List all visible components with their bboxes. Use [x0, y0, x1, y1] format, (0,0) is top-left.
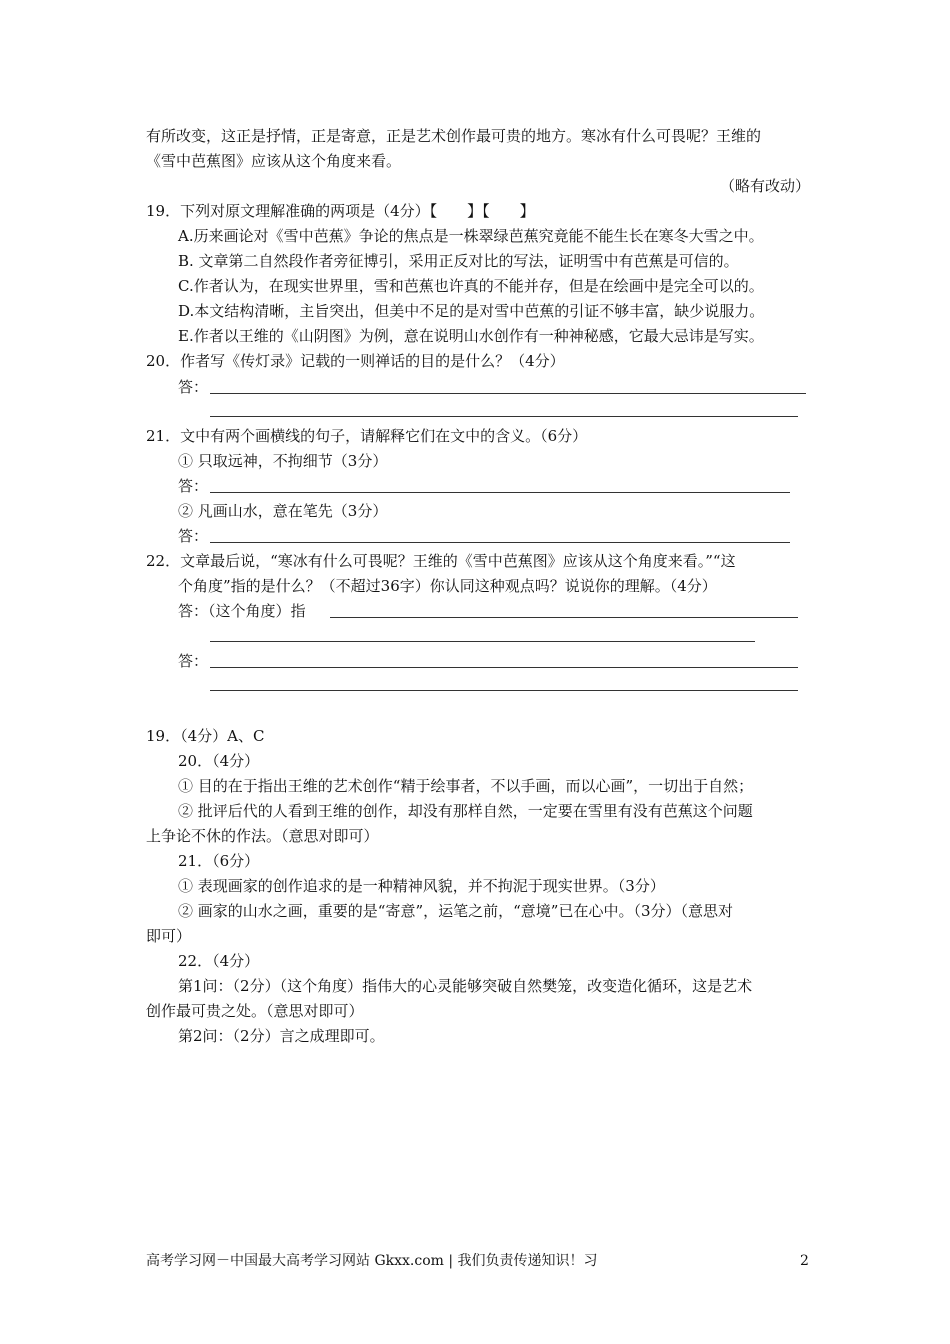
answer-20-heading: 20．（4分） — [178, 752, 260, 770]
answer-21-heading: 21．（6分） — [178, 852, 260, 870]
answer-22-part-1: 第1问：（2分）（这个角度）指伟大的心灵能够突破自然樊笼，改变造化循环，这是艺术 — [178, 977, 753, 995]
answer-21-point-1: ① 表现画家的创作追求的是一种精神风貌，并不拘泥于现实世界。（3分） — [178, 877, 665, 895]
answer-line[interactable] — [330, 617, 798, 618]
question-22-stem: 个角度”指的是什么？（不超过36字）你认同这种观点吗？说说你的理解。（4分） — [178, 577, 717, 595]
question-20-stem: 20．作者写《传灯录》记载的一则禅话的目的是什么？（4分） — [146, 352, 565, 370]
answer-label: 答： — [178, 527, 209, 545]
option-e: E.作者以王维的《山阴图》为例，意在说明山水创作有一种神秘感，它最大忌讳是写实。 — [178, 327, 764, 345]
passage-line: 有所改变，这正是抒情，正是寄意，正是艺术创作最可贵的地方。寒冰有什么可畏呢？王维的 — [146, 127, 762, 145]
answer-line[interactable] — [210, 393, 806, 394]
answer-label: 答： — [178, 477, 209, 495]
answer-line[interactable] — [210, 667, 798, 668]
question-19-stem: 19．下列对原文理解准确的两项是（4分）【 】【 】 — [146, 202, 535, 220]
answer-label: 答： — [178, 652, 209, 670]
question-21-stem: 21．文中有两个画横线的句子，请解释它们在文中的含义。（6分） — [146, 427, 588, 445]
answer-22-part-2: 第2问：（2分）言之成理即可。 — [178, 1027, 385, 1045]
answer-line[interactable] — [210, 416, 798, 417]
page-number: 2 — [800, 1253, 809, 1269]
passage-line: 《雪中芭蕉图》应该从这个角度来看。 — [146, 152, 402, 170]
answer-20-point-2: ② 批评后代的人看到王维的创作，却没有那样自然，一定要在雪里有没有芭蕉这个问题 — [178, 802, 753, 820]
answer-label: 答： — [178, 378, 209, 396]
footer-text: 高考学习网－中国最大高考学习网站 Gkxx.com | 我们负责传递知识！习 — [146, 1253, 598, 1269]
question-22-stem: 22．文章最后说，“寒冰有什么可畏呢？王维的《雪中芭蕉图》应该从这个角度来看。”“这 — [146, 552, 736, 570]
answer-line[interactable] — [210, 641, 755, 642]
option-d: D.本文结构清晰，主旨突出，但美中不足的是对雪中芭蕉的引证不够丰富，缺少说服力。 — [178, 302, 765, 320]
option-a: A.历来画论对《雪中芭蕉》争论的焦点是一株翠绿芭蕉究竟能不能生长在寒冬大雪之中。 — [178, 227, 764, 245]
question-21-item-2: ② 凡画山水，意在笔先（3分） — [178, 502, 388, 520]
answer-19: 19．（4分）A、C — [146, 727, 265, 745]
answer-21-point-2: ② 画家的山水之画，重要的是“寄意”，运笔之前，“意境”已在心中。（3分）（意思对 — [178, 902, 733, 920]
answer-20-point-2-cont: 上争论不休的作法。（意思对即可） — [146, 827, 379, 845]
answer-label: 答：（这个角度）指 — [178, 602, 306, 620]
answer-21-point-2-cont: 即可） — [146, 927, 192, 945]
answer-line[interactable] — [210, 492, 790, 493]
answer-20-point-1: ① 目的在于指出王维的艺术创作“精于绘事者，不以手画，而以心画”，一切出于自然； — [178, 777, 754, 795]
source-note: （略有改动） — [720, 177, 811, 195]
question-21-item-1: ① 只取远神，不拘细节（3分） — [178, 452, 388, 470]
answer-22-heading: 22．（4分） — [178, 952, 260, 970]
answer-line[interactable] — [210, 690, 798, 691]
answer-22-part-1-cont: 创作最可贵之处。（意思对即可） — [146, 1002, 364, 1020]
answer-line[interactable] — [210, 542, 790, 543]
option-c: C.作者认为，在现实世界里，雪和芭蕉也许真的不能并存，但是在绘画中是完全可以的。 — [178, 277, 764, 295]
option-b: B. 文章第二自然段作者旁征博引，采用正反对比的写法，证明雪中有芭蕉是可信的。 — [178, 252, 739, 270]
